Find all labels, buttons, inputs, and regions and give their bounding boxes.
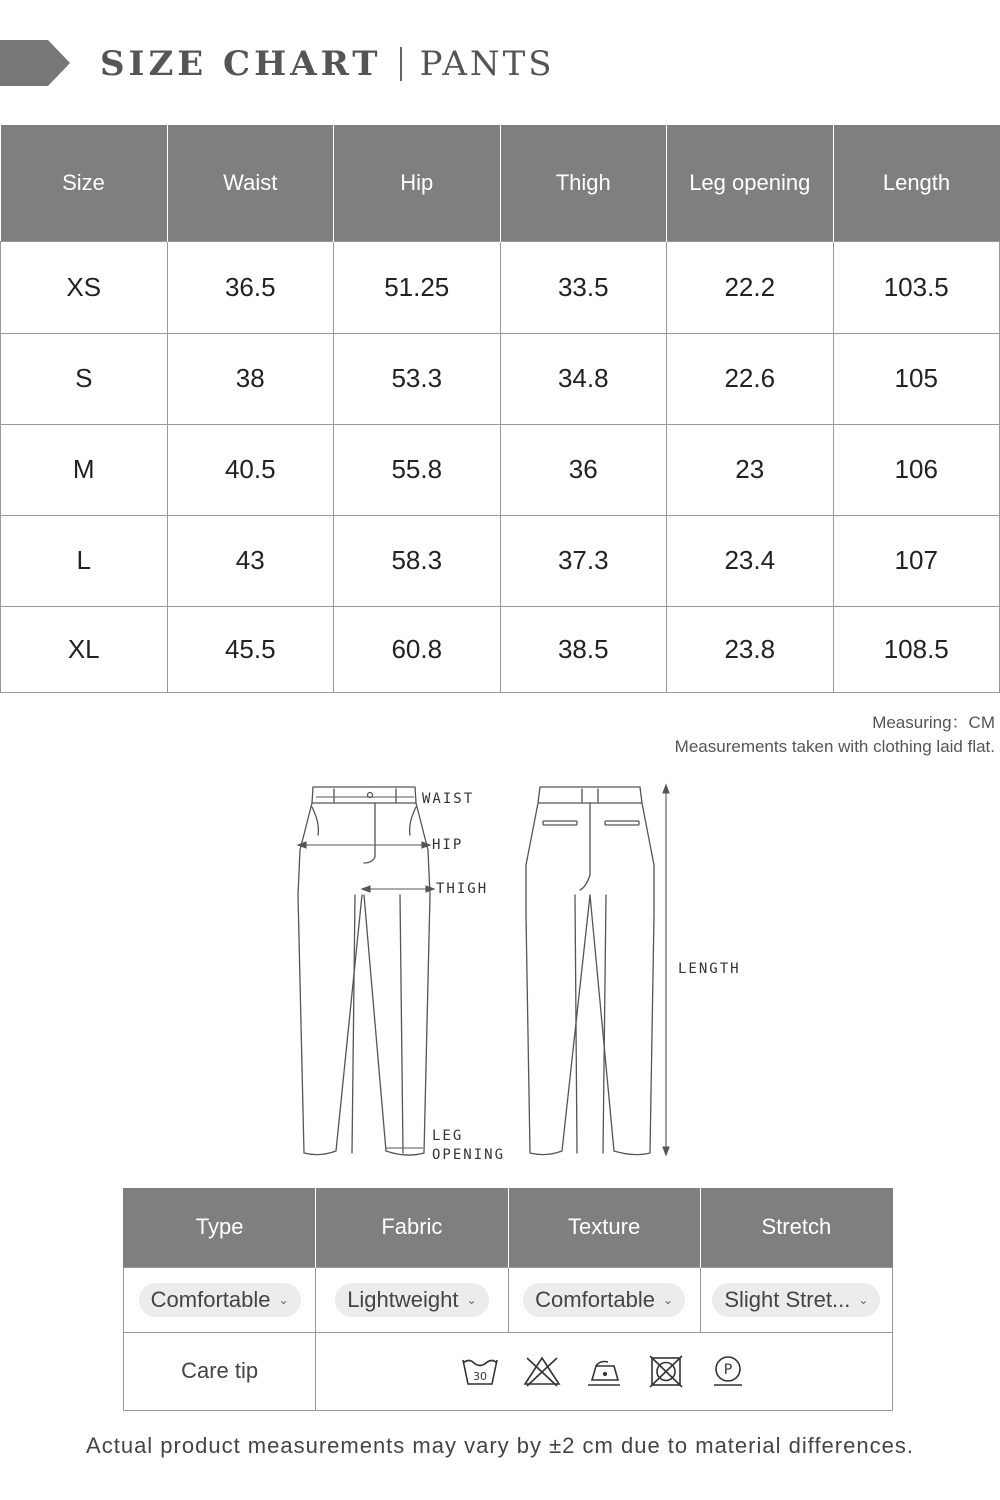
dry-clean-letter: P [723,1362,733,1378]
cell-hip: 58.3 [334,515,501,606]
pants-back-drawing [526,787,654,1155]
cell-length: 103.5 [833,241,1000,333]
cell-thigh: 33.5 [500,241,667,333]
cell-leg-opening: 22.2 [667,241,834,333]
col-leg-opening: Leg opening [667,125,834,241]
care-tip-label: Care tip [124,1332,316,1410]
cell-length: 108.5 [833,606,1000,692]
col-length: Length [833,125,1000,241]
attribute-header-row [124,1188,893,1267]
wash-30-icon [460,1354,500,1388]
pants-diagram [290,775,760,1170]
cell-hip: 53.3 [334,333,501,424]
size-table-header [1,125,1000,241]
chevron-down-icon: ⌄ [466,1292,477,1307]
table-row [1,515,1000,606]
type-select[interactable] [139,1283,301,1317]
chevron-down-icon: ⌄ [663,1292,674,1307]
label-opening: OPENING [432,1147,506,1163]
cell-leg-opening: 23.8 [667,606,834,692]
cell-thigh: 37.3 [500,515,667,606]
chevron-down-icon: ⌄ [858,1292,869,1307]
measure-method-note: Measurements taken with clothing laid flat. [674,737,995,756]
cell-size: L [1,515,168,606]
wash-temp: 30 [473,1370,488,1383]
unit-note: Measuring：CM [872,713,995,732]
cell-hip: 51.25 [334,241,501,333]
low-iron-icon [584,1354,624,1388]
cell-size: M [1,424,168,515]
texture-select[interactable] [523,1283,685,1317]
cell-size: XL [1,606,168,692]
col-thigh: Thigh [500,125,667,241]
fabric-value: Lightweight [347,1286,459,1312]
label-leg: LEG [432,1128,464,1144]
cell-thigh: 34.8 [500,333,667,424]
cell-waist: 38 [167,333,334,424]
attr-header-texture: Texture [508,1188,700,1267]
attr-header-type: Type [124,1188,316,1267]
cell-waist: 36.5 [167,241,334,333]
cell-thigh: 38.5 [500,606,667,692]
type-value: Comfortable [150,1286,271,1312]
cell-waist: 45.5 [167,606,334,692]
title-sub: PANTS [419,44,555,84]
stretch-value: Slight Stret... [724,1286,851,1312]
cell-waist: 40.5 [167,424,334,515]
label-hip: HIP [432,837,464,853]
no-bleach-icon [522,1354,562,1388]
chevron-down-icon: ⌄ [278,1292,289,1307]
cell-size: S [1,333,168,424]
attribute-value-row [124,1267,893,1332]
cell-length: 107 [833,515,1000,606]
label-thigh: THIGH [436,881,489,897]
col-waist: Waist [167,125,334,241]
dry-clean-p-icon [708,1354,748,1388]
cell-length: 105 [833,333,1000,424]
title-divider [400,47,402,81]
table-row [1,333,1000,424]
title-main: SIZE CHART [100,44,382,84]
cell-waist: 43 [167,515,334,606]
cell-leg-opening: 22.6 [667,333,834,424]
texture-value: Comfortable [535,1286,656,1312]
cell-size: XS [1,241,168,333]
stretch-select[interactable] [712,1283,880,1317]
fabric-select[interactable] [335,1283,488,1317]
cell-leg-opening: 23.4 [667,515,834,606]
header-arrow-tab [0,40,70,86]
size-table [0,125,1000,693]
no-tumble-dry-icon [646,1354,686,1388]
attribute-table [123,1188,893,1411]
cell-hip: 60.8 [334,606,501,692]
label-length: LENGTH [678,961,741,977]
care-icons [316,1354,892,1388]
table-row [1,606,1000,692]
table-row [1,241,1000,333]
table-row [1,424,1000,515]
cell-length: 106 [833,424,1000,515]
attr-header-fabric: Fabric [316,1188,508,1267]
col-size: Size [1,125,168,241]
cell-thigh: 36 [500,424,667,515]
cell-leg-opening: 23 [667,424,834,515]
col-hip: Hip [334,125,501,241]
label-waist: WAIST [422,791,475,807]
pants-front-drawing [298,787,430,1155]
cell-hip: 55.8 [334,424,501,515]
care-tip-row [124,1332,893,1410]
page-title [100,44,555,84]
disclaimer: Actual product measurements may vary by ±2 cm due to material differences. [86,1433,914,1458]
attr-header-stretch: Stretch [700,1188,892,1267]
